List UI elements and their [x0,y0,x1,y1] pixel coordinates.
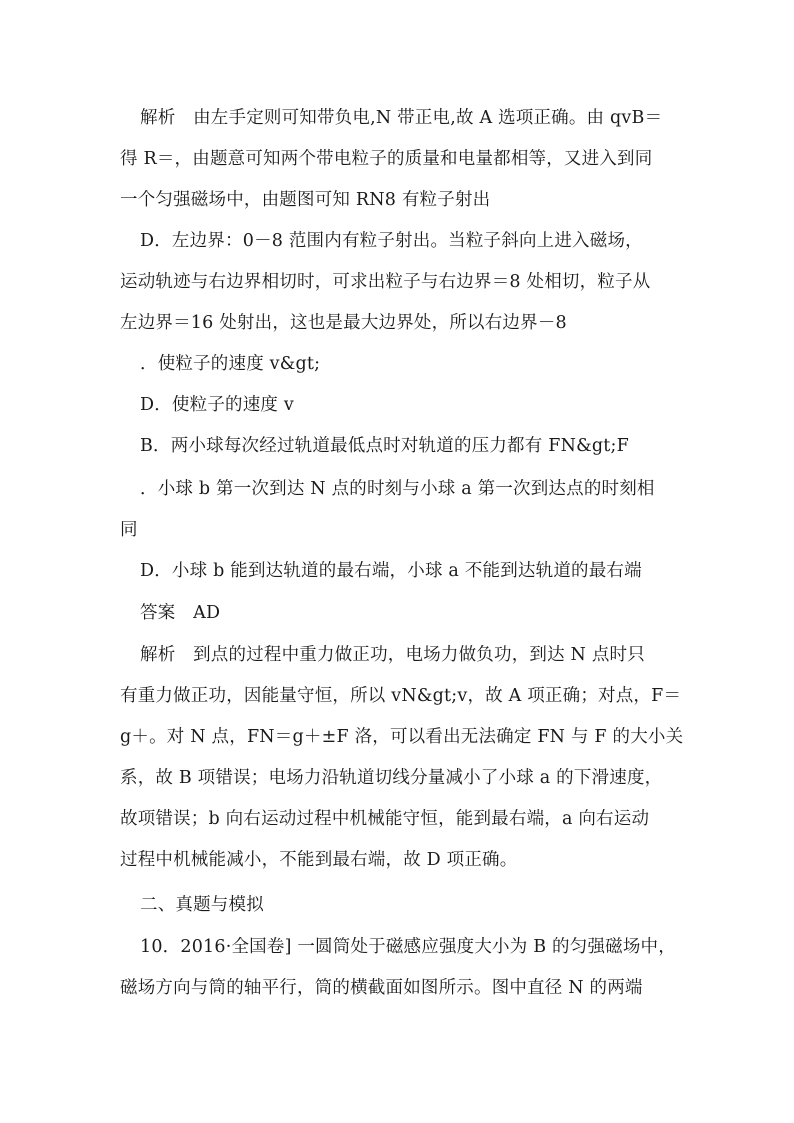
section-heading: 二、真题与模拟 [140,895,264,915]
text-line: 一个匀强磁场中，由题图可知 RN8 有粒子射出 [120,190,491,210]
text-line: 磁场方向与筒的轴平行，筒的横截面如图所示。图中直径 N 的两端 [120,978,643,998]
text-line: 系，故 B 项错误；电场力沿轨道切线分量减小了小球 a 的下滑速度， [120,768,663,788]
text-line: 解析 到点的过程中重力做正功，电场力做负功，到达 N 点时只 [140,645,645,665]
text-line: ．使粒子的速度 v&gt; [140,354,321,374]
text-line: 得 R＝，由题意可知两个带电粒子的质量和电量都相等，又进入到同 [120,149,653,169]
answer-line: 答案 AD [140,603,221,623]
text-line: D．小球 b 能到达轨道的最右端，小球 a 不能到达轨道的最右端 [140,561,642,581]
text-line: D．左边界：0－8 范围内有粒子射出。当粒子斜向上进入磁场， [140,231,643,251]
text-line: 10．2016·全国卷] 一圆筒处于磁感应强度大小为 B 的匀强磁场中， [140,937,676,957]
text-line: B．两小球每次经过轨道最低点时对轨道的压力都有 FN&gt;F [140,436,629,456]
text-line: 运动轨迹与右边界相切时，可求出粒子与右边界＝8 处相切，粒子从 [120,272,651,292]
text-line: 左边界＝16 处射出，这也是最大边界处，所以右边界－8 [120,313,567,333]
text-line: 有重力做正功，因能量守恒，所以 vN&gt;v，故 A 项正确；对点，F＝ [120,686,682,706]
text-line: g＋。对 N 点，FN＝g＋±F 洛，可以看出无法确定 FN 与 F 的大小关 [120,727,684,747]
text-line: 故项错误；b 向右运动过程中机械能守恒，能到最右端，a 向右运动 [120,809,650,829]
text-line: 过程中机械能减小，不能到最右端，故 D 项正确。 [120,850,518,870]
text-line: ．小球 b 第一次到达 N 点的时刻与小球 a 第一次到达点的时刻相 [140,479,655,499]
text-line: D．使粒子的速度 v [140,395,294,415]
text-line: 解析 由左手定则可知带负电,N 带正电,故 A 选项正确。由 qvB＝ [140,108,663,128]
text-line: 同 [120,520,138,540]
